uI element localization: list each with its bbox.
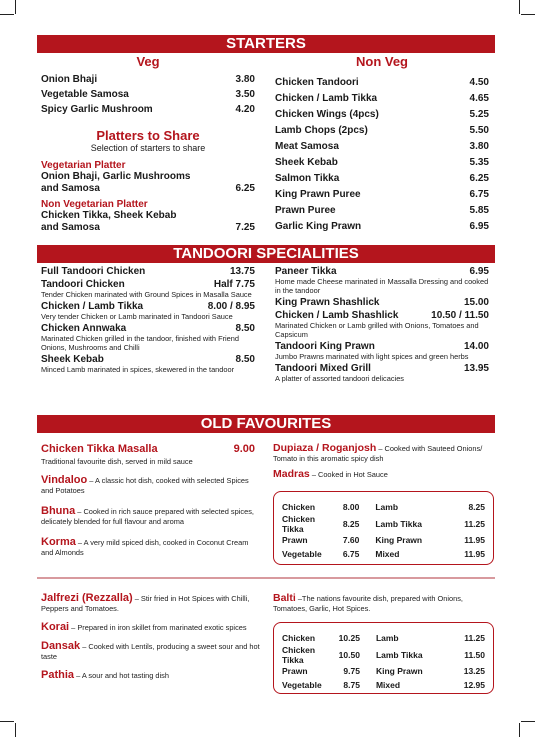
item-name: Chicken Annwaka [41,323,127,334]
item-price: 4.50 [469,77,489,88]
dish-cell: Vegetable [282,679,322,690]
price-row [282,678,485,692]
item-desc: Home made Cheese marinated in Massalla Dressing and cooked in the tandoor [275,277,489,295]
madras-item [273,470,491,479]
item-desc: Marinated Chicken grilled in the tandoor, finished with Friend Onions, Mushrooms and Chilli [41,334,240,352]
item-row [275,266,489,277]
crop-mark [0,721,14,722]
item-desc: Marinated Chicken or Lamb grilled with Onions, Tomatoes and Capsicum [275,321,479,339]
dish-cell: Chicken Tikka [282,513,316,534]
item-name: Chicken / Lamb Tikka [41,301,144,312]
price-cell: 7.60 [342,535,360,546]
menu-item [41,354,255,374]
item-price: 14.00 [463,341,489,352]
price-cell: 11.25 [464,632,485,643]
crop-mark [521,721,535,722]
item-desc: Very tender Chicken or Lamb marinated in Tandoori Sauce [41,312,233,321]
dish-cell: Lamb Tikka [375,649,423,660]
menu-item [41,266,255,277]
item-row [41,354,255,365]
tikka-masalla-desc: Traditional favourite dish, served in mild sauce [41,457,193,466]
dish-name: Vindaloo [41,474,88,486]
item-name: Vegetable Samosa [41,89,129,100]
veg-list [41,72,255,117]
dish-name: Jalfrezi (Rezzalla) [41,592,133,604]
item-price: 4.65 [469,93,489,104]
price-row [282,500,485,514]
item-price: 13.75 [229,266,255,277]
price-row [282,665,485,679]
menu-item [275,297,489,308]
dish-item [41,622,267,633]
item-price: 6.95 [469,221,489,232]
dish-cell: Lamb [375,632,399,643]
price-cell: 8.25 [468,501,485,512]
price-cell: 9.75 [343,666,360,677]
item-price: 5.35 [469,157,489,168]
dish-cell: Chicken [282,501,316,512]
item-desc: A platter of assorted tandoori delicacies [275,374,405,383]
tandoori-banner: TANDOORI SPECIALITIES [37,245,495,263]
item-row [41,323,255,334]
balti-desc: –The nations favourite dish, prepared with Onions, Tomatoes, Garlic, Hot Spices. [273,594,463,613]
price-cell: 11.95 [464,548,485,559]
item-price: 3.80 [235,74,255,85]
item-price: 3.50 [235,89,255,100]
favourites-banner: OLD FAVOURITES [37,415,495,433]
dish-name: Korai [41,621,70,633]
item-price: 3.80 [469,141,489,152]
item-price: 8.50 [235,354,255,365]
dish-desc: – Cooked with Lentils, producing a sweet sour and hot taste [41,642,260,661]
item-price: 6.75 [469,189,489,200]
item-price: 5.25 [469,109,489,120]
veg-platter-line1: Onion Bhaji, Garlic Mushrooms [41,171,191,182]
menu-item [41,102,255,117]
item-name: Tandoori Mixed Grill [275,363,371,374]
item-name: Sheek Kebab [275,157,338,168]
item-name: Full Tandoori Chicken [41,266,146,277]
price-cell: 8.00 [342,501,360,512]
item-name: Chicken Tandoori [275,77,359,88]
item-row [41,266,255,277]
veg-column [41,54,255,234]
item-price: 8.50 [235,323,255,334]
price-cell: 6.75 [342,548,360,559]
item-desc: Minced Lamb marinated in spices, skewered in the tandoor [41,365,235,374]
balti-name: Balti [273,592,296,604]
item-name: Tandoori King Prawn [275,341,375,352]
tandoori-left-column [41,266,255,376]
veg-heading: Veg [136,54,160,69]
price-cell: 11.95 [464,535,485,546]
item-name: Garlic King Prawn [275,221,362,232]
dish-cell: King Prawn [375,535,423,546]
item-price: 6.25 [469,173,489,184]
dish-name: Korma [41,536,76,548]
item-price: 10.50 / 11.50 [431,310,489,321]
menu-item [275,107,489,123]
menu-item [275,91,489,107]
curry-price-table [282,500,485,561]
item-name: Chicken / Lamb Tikka [275,93,378,104]
menu-item [275,171,489,187]
madras-name: Madras [273,468,310,480]
dish-name: Bhuna [41,505,76,517]
price-cell: 13.25 [463,666,485,677]
dish-item [41,506,255,527]
dish-item [41,641,267,662]
price-row [282,534,485,548]
dish-desc: – A classic hot dish, cooked with selected Spices and Potatoes [41,476,249,495]
price-cell: 10.50 [338,649,360,660]
item-desc: Tender Chicken marinated with Ground Spices in Masalla Sauce [41,290,252,299]
nonveg-platter-line1: Chicken Tikka, Sheek Kebab [41,210,177,221]
veg-platter-line2: and Samosa [41,183,100,194]
nonveg-list [275,75,489,235]
item-price: 6.95 [469,266,489,277]
item-name: Lamb Chops (2pcs) [275,125,368,136]
menu-item [275,155,489,171]
dupiaza-item [273,443,491,464]
dish-item [41,593,267,614]
nonveg-platter-price: 7.25 [235,222,255,233]
crop-mark [521,14,535,15]
tikka-masalla-name: Chicken Tikka Masalla [41,443,158,455]
balti-price-box [273,622,494,694]
dish-desc: – Cooked in rich sauce prepared with selected spices, delicately blended for full flavour and aroma [41,507,254,526]
item-name: Chicken / Lamb Shashlick [275,310,399,321]
item-row [41,301,255,312]
tikka-masalla-price: 9.00 [233,443,255,455]
dish-cell: Mixed [375,679,401,690]
dish-desc: – Prepared in iron skillet from marinated exotic spices [69,623,247,632]
price-row [282,514,485,534]
price-cell: 11.50 [464,649,485,660]
item-name: Meat Samosa [275,141,339,152]
crop-mark [15,723,16,737]
dish-cell: King Prawn [375,666,423,677]
item-row [275,297,489,308]
item-price: 5.50 [469,125,489,136]
dish-name: Dansak [41,640,81,652]
balti-item [273,593,491,614]
menu-item [41,72,255,87]
nonveg-heading: Non Veg [355,54,408,69]
dish-cell: Lamb Tikka [375,518,422,529]
menu-item [275,341,489,361]
price-row [282,547,485,561]
platters-subtitle: Selection of starters to share [90,143,206,153]
dupiaza-name: Dupiaza / Roganjosh [273,442,377,454]
dish-item [41,475,255,496]
item-row [275,341,489,352]
dish-name: Pathia [41,669,75,681]
crop-mark [519,723,520,737]
dish-cell: Chicken Tikka [282,644,316,665]
menu-item [275,363,489,383]
dish-cell: Prawn [282,666,308,677]
fav-left-list [41,475,255,558]
crop-mark [15,0,16,14]
item-price: 15.00 [463,297,489,308]
item-price: 4.20 [235,104,255,115]
item-name: Onion Bhaji [41,74,98,85]
dish-desc: – A very mild spiced dish, cooked in Coconut Cream and Almonds [41,538,249,557]
starters-banner: STARTERS [37,35,495,53]
item-row [41,279,255,290]
price-row [282,645,485,665]
nonveg-platter-line2: and Samosa [41,222,100,233]
item-row [275,363,489,374]
veg-platter-price: 6.25 [235,183,255,194]
tandoori-right-column [275,266,489,385]
favourites-left-column [41,443,255,568]
dish-cell: Prawn [282,535,308,546]
dish-desc: – A sour and hot tasting dish [74,671,169,680]
item-name: King Prawn Puree [275,189,361,200]
item-name: Sheek Kebab [41,354,104,365]
item-price: 13.95 [463,363,489,374]
menu-item [275,203,489,219]
platters-heading: Platters to Share [96,128,200,143]
item-price: Half 7.75 [213,279,255,290]
favourites-right-column [273,443,491,479]
price-cell: 12.95 [463,679,485,690]
balti-price-table [282,631,485,692]
item-price: 5.85 [469,205,489,216]
menu-item [41,87,255,102]
dupiaza-desc: – Cooked with Sauteed Onions/ Tomato in this aromatic spicy dish [273,444,483,463]
item-price: 8.00 / 8.95 [207,301,255,312]
nonveg-platter-title: Non Vegetarian Platter [41,199,148,210]
price-cell: 8.75 [343,679,360,690]
madras-desc: – Cooked in Hot Sauce [309,470,388,479]
menu-item [41,279,255,299]
section-divider [37,577,495,579]
price-cell: 8.25 [342,518,360,529]
crop-mark [519,0,520,14]
item-name: Spicy Garlic Mushroom [41,104,153,115]
menu-item [275,219,489,235]
item-name: Paneer Tikka [275,266,337,277]
menu-item [41,323,255,352]
favourites-left-column-2 [41,593,267,689]
item-desc: Jumbo Prawns marinated with light spices and green herbs [275,352,469,361]
menu-item [275,187,489,203]
dish-cell: Chicken [282,632,316,643]
dish-cell: Vegetable [282,548,322,559]
dish-desc: – Stir fried in Hot Spices with Chilli, Peppers and Tomatoes. [41,594,250,613]
item-name: Salmon Tikka [275,173,340,184]
dish-item [41,537,255,558]
balti-column [273,593,491,614]
price-cell: 11.25 [464,518,485,529]
item-name: Tandoori Chicken [41,279,125,290]
dish-cell: Lamb [375,501,399,512]
item-row [275,310,489,321]
item-name: King Prawn Shashlick [275,297,380,308]
nonveg-column [275,54,489,235]
menu-item [275,75,489,91]
price-row [282,631,485,645]
menu-item [275,139,489,155]
veg-platter-title: Vegetarian Platter [41,160,126,171]
dish-item [41,670,267,681]
menu-item [275,123,489,139]
item-name: Prawn Puree [275,205,336,216]
menu-item [275,310,489,339]
menu-item [41,301,255,321]
curry-price-box [273,491,494,565]
crop-mark [0,14,14,15]
item-name: Chicken Wings (4pcs) [275,109,379,120]
price-cell: 10.25 [338,632,360,643]
menu-item [275,266,489,295]
dish-cell: Mixed [375,548,400,559]
